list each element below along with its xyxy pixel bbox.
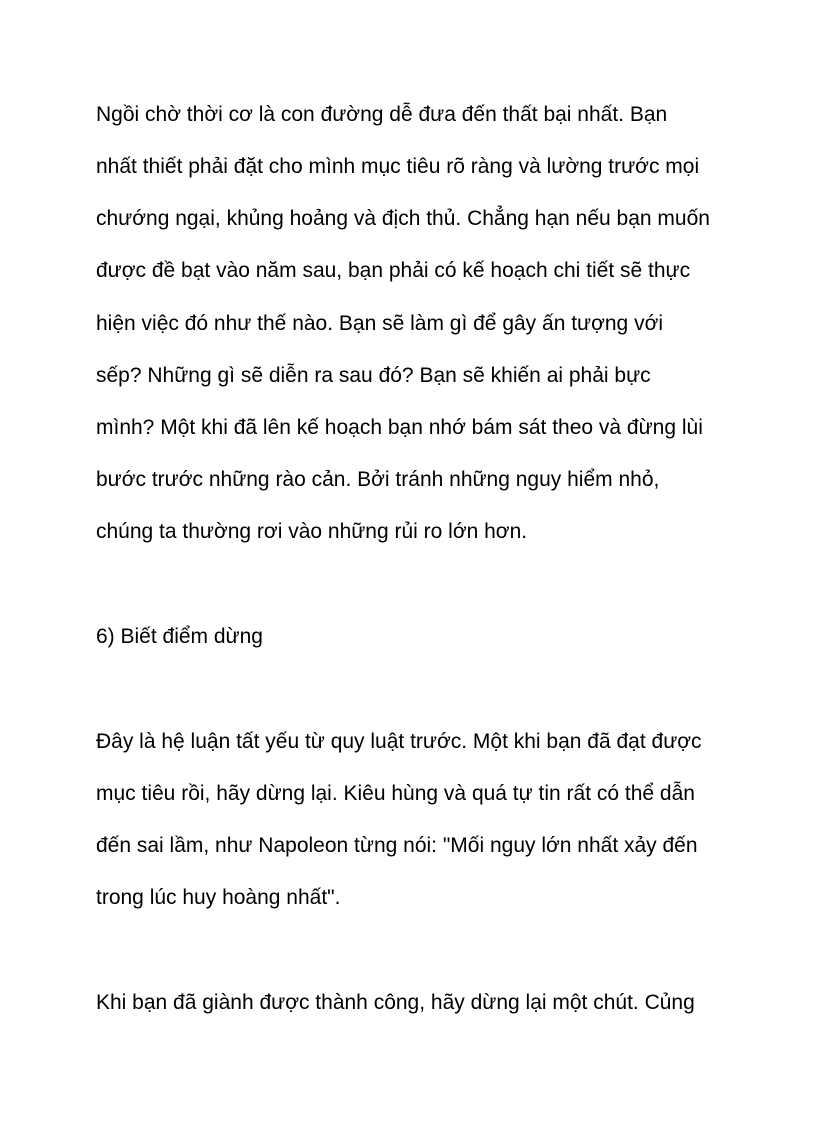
paragraph-2-line: trong lúc huy hoàng nhất". bbox=[96, 886, 341, 909]
paragraph-1-line: hiện việc đó như thế nào. Bạn sẽ làm gì để gây ấn tượng với bbox=[96, 312, 663, 335]
paragraph-3-line: Khi bạn đã giành được thành công, hãy dừng lại một chút. Củng bbox=[96, 991, 695, 1014]
paragraph-1-line: mình? Một khi đã lên kế hoạch bạn nhớ bám sát theo và đừng lùi bbox=[96, 416, 703, 439]
paragraph-2-line: đến sai lầm, như Napoleon từng nói: "Mối nguy lớn nhất xảy đến bbox=[96, 834, 698, 857]
paragraph-1-line: chướng ngại, khủng hoảng và địch thủ. Chẳng hạn nếu bạn muốn bbox=[96, 207, 710, 230]
paragraph-1-line: Ngồi chờ thời cơ là con đường dễ đưa đến thất bại nhất. Bạn bbox=[96, 103, 668, 126]
paragraph-2-line: Đây là hệ luận tất yếu từ quy luật trước. Một khi bạn đã đạt được bbox=[96, 730, 702, 753]
paragraph-2-line: mục tiêu rồi, hãy dừng lại. Kiêu hùng và quá tự tin rất có thể dẫn bbox=[96, 782, 695, 805]
section-heading: 6) Biết điểm dừng bbox=[96, 625, 263, 648]
paragraph-1-line: sếp? Những gì sẽ diễn ra sau đó? Bạn sẽ khiến ai phải bực bbox=[96, 364, 651, 387]
paragraph-1-line: chúng ta thường rơi vào những rủi ro lớn hơn. bbox=[96, 520, 528, 543]
paragraph-1-line: được đề bạt vào năm sau, bạn phải có kế hoạch chi tiết sẽ thực bbox=[96, 259, 691, 282]
paragraph-1-line: nhất thiết phải đặt cho mình mục tiêu rõ ràng và lường trước mọi bbox=[96, 155, 700, 178]
paragraph-1-line: bước trước những rào cản. Bởi tránh những nguy hiểm nhỏ, bbox=[96, 468, 660, 491]
